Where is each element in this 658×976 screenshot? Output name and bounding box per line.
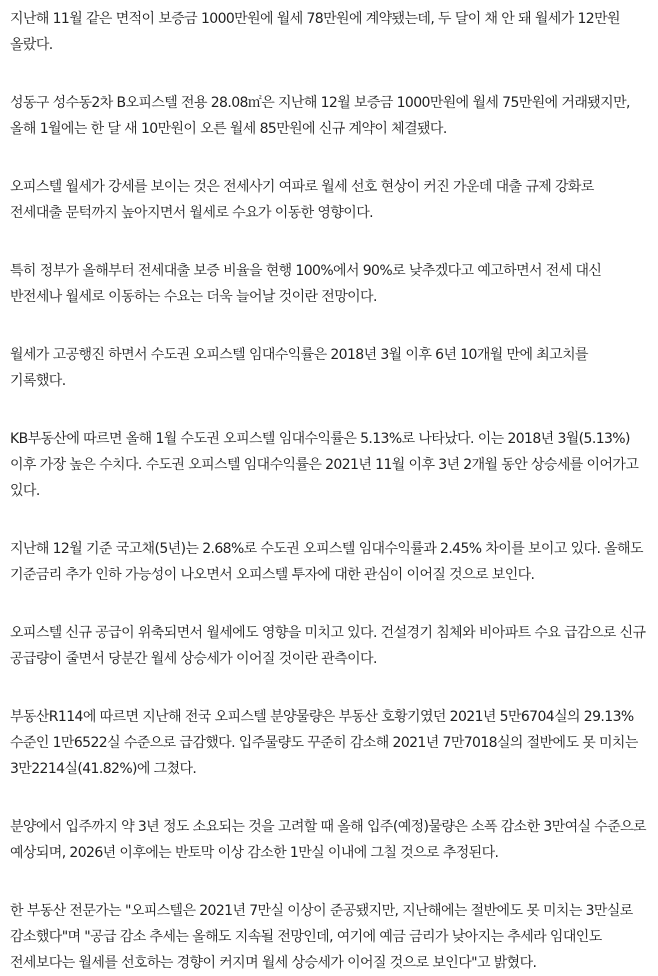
- article-paragraph: 특히 정부가 올해부터 전세대출 보증 비율을 현행 100%에서 90%로 낮추겠다고 예고하면서 전세 대신 반전세나 월세로 이동하는 수요는 더욱 늘어날 것이란 전망이다.: [10, 263, 602, 305]
- article-paragraph: 지난해 12월 기준 국고채(5년)는 2.68%로 수도권 오피스텔 임대수익률과 2.45% 차이를 보이고 있다. 올해도 기준금리 추가 인하 가능성이 나오면서 오피스텔 투자에 대한 관심이 이어질 것으로 보인다.: [10, 541, 643, 583]
- article-paragraph: 월세가 고공행진 하면서 수도권 오피스텔 임대수익률은 2018년 3월 이후 6년 10개월 만에 최고치를 기록했다.: [10, 347, 588, 389]
- article-paragraph: 분양에서 입주까지 약 3년 정도 소요되는 것을 고려할 때 올해 입주(예정)물량은 소폭 감소한 3만여실 수준으로 예상되며, 2026년 이후에는 반토막 이상 감소한 1만실 이내에 그칠 것으로 추정된다.: [10, 819, 646, 861]
- article-paragraph: 지난해 11월 같은 면적이 보증금 1000만원에 월세 78만원에 계약됐는데, 두 달이 채 안 돼 월세가 12만원 올랐다.: [10, 11, 620, 53]
- article-paragraph: 한 부동산 전문가는 "오피스텔은 2021년 7만실 이상이 준공됐지만, 지난해에는 절반에도 못 미치는 3만실로 감소했다"며 "공급 감소 추세는 올해도 지속될 전망인데, 여기에 예금 금리가 낮아지는 추세라 임대인도 전세보다는 월세를 선호하는 경향이 커지며 월세 상승세가 이어질 것으로 보인다"고 밝혔다.: [10, 903, 633, 971]
- article-paragraph: 부동산R114에 따르면 지난해 전국 오피스텔 분양물량은 부동산 호황기였던 2021년 5만6704실의 29.13% 수준인 1만6522실 수준으로 급감했다. 입주물량도 꾸준히 감소해 2021년 7만7018실의 절반에도 못 미치는 3만2214실(41.82%)에 그쳤다.: [10, 709, 638, 777]
- article-paragraph: 오피스텔 신규 공급이 위축되면서 월세에도 영향을 미치고 있다. 건설경기 침체와 비아파트 수요 급감으로 신규 공급량이 줄면서 당분간 월세 상승세가 이어질 것이란 관측이다.: [10, 625, 646, 667]
- article-paragraph: 성동구 성수동2차 B오피스텔 전용 28.08㎡은 지난해 12월 보증금 1000만원에 월세 75만원에 거래됐지만, 올해 1월에는 한 달 새 10만원이 오른 월세 85만원에 신규 계약이 체결됐다.: [10, 95, 630, 137]
- article-paragraph: KB부동산에 따르면 올해 1월 수도권 오피스텔 임대수익률은 5.13%로 나타났다. 이는 2018년 3월(5.13%) 이후 가장 높은 수치다. 수도권 오피스텔 임대수익률은 2021년 11월 이후 3년 2개월 동안 상승세를 이어가고 있다.: [10, 431, 639, 499]
- article-paragraph: 오피스텔 월세가 강세를 보이는 것은 전세사기 여파로 월세 선호 현상이 커진 가운데 대출 규제 강화로 전세대출 문턱까지 높아지면서 월세로 수요가 이동한 영향이다.: [10, 179, 594, 221]
